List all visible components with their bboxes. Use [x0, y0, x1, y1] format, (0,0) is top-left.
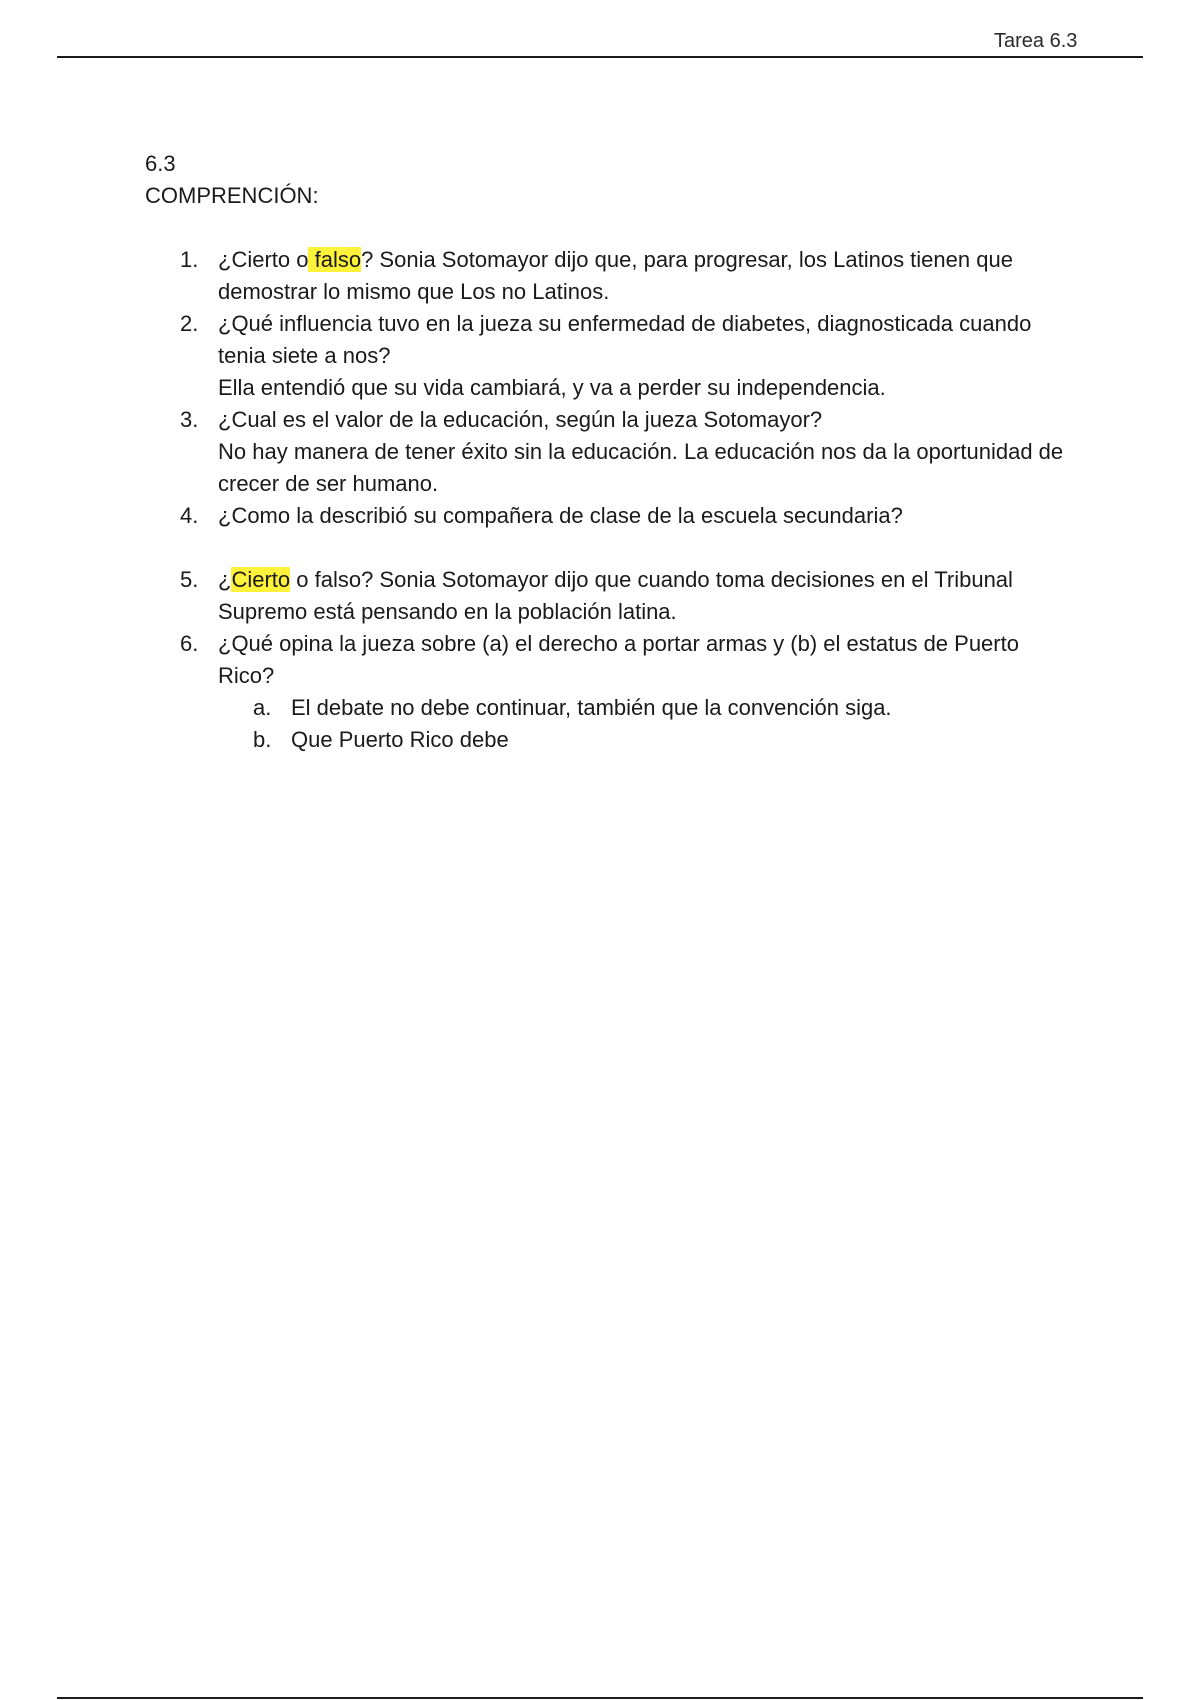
question-text: ¿Qué influencia tuvo en la jueza su enfermedad de diabetes, diagnosticada cuando tenia siete a nos?: [218, 311, 1032, 368]
footer-rule: [57, 1697, 1143, 1699]
sub-answer-list: [218, 692, 1065, 756]
section-number: 6.3: [145, 151, 176, 176]
question-number: 1.: [180, 247, 199, 272]
document-body: [145, 148, 1065, 756]
sub-answer-b: [218, 724, 1065, 756]
sub-answer-a: [218, 692, 1065, 724]
question-number: 3.: [180, 407, 199, 432]
header-rule: [57, 56, 1143, 58]
header-title: Tarea 6.3: [994, 30, 1078, 52]
highlighted-answer: falso: [308, 247, 362, 272]
question-text: ¿Qué opina la jueza sobre (a) el derecho a portar armas y (b) el estatus de Puerto Rico?: [218, 631, 1019, 688]
answer-2: Ella entendió que su vida cambiará, y va a perder su independencia.: [218, 375, 886, 400]
question-text-start: ¿Cierto o: [218, 247, 309, 272]
highlighted-answer: Cierto: [231, 567, 291, 592]
question-text: ¿Como la describió su compañera de clase de la escuela secundaria?: [218, 503, 903, 528]
question-text: ¿Cual es el valor de la educación, según la jueza Sotomayor?: [218, 407, 823, 432]
question-number: 5.: [180, 567, 199, 592]
sub-answer-text: Que Puerto Rico debe: [291, 727, 509, 752]
question-6: [145, 628, 1065, 756]
answer-3: No hay manera de tener éxito sin la educación. La educación nos da la oportunidad de crecer de ser humano.: [218, 439, 1064, 496]
question-3: [145, 404, 1065, 436]
question-number: 4.: [180, 503, 199, 528]
section-heading: COMPRENCIÓN:: [145, 183, 319, 208]
sub-answer-text: El debate no debe continuar, también que la convención siga.: [291, 695, 892, 720]
question-4: [145, 500, 1065, 532]
question-number: 2.: [180, 311, 199, 336]
question-2: [145, 308, 1065, 372]
question-text-end: o falso? Sonia Sotomayor dijo que cuando toma decisiones en el Tribunal Supremo está pensando en la población latina.: [218, 567, 1013, 624]
question-5: [145, 564, 1065, 628]
question-list: [145, 244, 1065, 756]
sub-answer-letter: a.: [253, 695, 272, 720]
question-number: 6.: [180, 631, 199, 656]
question-text-end: ? Sonia Sotomayor dijo que, para progresar, los Latinos tienen que demostrar lo mismo que Los no Latinos.: [218, 247, 1013, 304]
question-text-start: ¿: [218, 567, 232, 592]
sub-answer-letter: b.: [253, 727, 272, 752]
question-1: [145, 244, 1065, 308]
